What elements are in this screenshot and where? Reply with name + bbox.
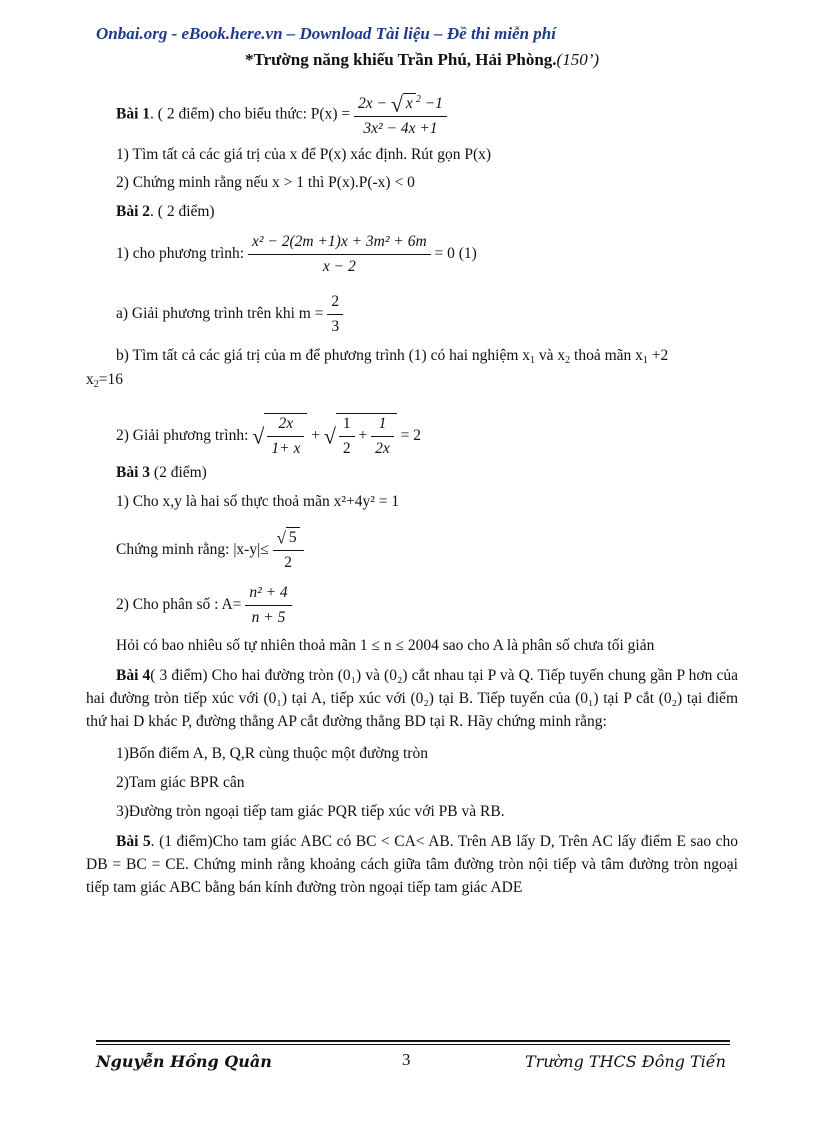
footer-author: Nguyễn Hồng Quân xyxy=(96,1052,272,1071)
bai2-eq-num: x² − 2(2m +1)x + 3m² + 6m xyxy=(248,232,431,255)
bai2-qb-text: b) Tìm tất cả các giá trị của m để phương trình (1) có hai nghiệm x xyxy=(116,347,531,364)
bai1-label: Bài 1 xyxy=(116,105,151,123)
bai2-q1 xyxy=(116,232,477,277)
bai2-eq-tail: = 0 (1) xyxy=(434,245,477,263)
sqrt-icon: √ xyxy=(390,91,403,117)
sub-1b: 1 xyxy=(642,355,648,366)
bai2-q2-prefix: 2) Giải phương trình: xyxy=(116,427,249,445)
bai5-label: Bài 5 xyxy=(116,833,151,850)
q2-f1-den: 1+ x xyxy=(271,440,301,457)
bai2-eq-den: x − 2 xyxy=(322,258,356,275)
bai2-q1-prefix: 1) cho phương trình: xyxy=(116,245,245,263)
bai1-num-c: −1 xyxy=(420,95,443,112)
bai2-qa-fraction xyxy=(327,292,343,337)
bai4-label: Bài 4 xyxy=(116,667,151,684)
bai4-q1: 1)Bốn điểm A, B, Q,R cùng thuộc một đường tròn xyxy=(116,745,428,762)
bai3-q2-den: n + 5 xyxy=(251,609,286,626)
school-name: *Trường năng khiếu Trần Phú, Hải Phòng. xyxy=(245,50,557,69)
bai3-prove-fraction xyxy=(273,527,304,573)
q2-f2a-den: 2 xyxy=(342,440,351,457)
sqrt-icon: √ xyxy=(276,528,286,548)
sub-2: 2 xyxy=(565,355,571,366)
bai2-q2 xyxy=(116,413,421,459)
bai2-qb-and: và x xyxy=(538,347,566,364)
bai3-q2-prefix: 2) Cho phân số : A= xyxy=(116,596,242,614)
plus-sign: + xyxy=(311,427,320,445)
sqrt-icon: √ xyxy=(323,423,336,449)
bai1-q1: 1) Tìm tất cả các giá trị của x để P(x) xác định. Rút gọn P(x) xyxy=(116,146,492,163)
bai2-qb-plus2: +2 xyxy=(651,347,669,364)
bai1-q2: 2) Chứng minh rằng nếu x > 1 thì P(x).P(-x) < 0 xyxy=(116,174,415,191)
q2-f2b-num: 1 xyxy=(371,414,394,437)
bai1-intro xyxy=(116,90,447,139)
footer-rule-thin xyxy=(96,1044,730,1045)
exam-time: (150’) xyxy=(556,50,600,69)
sub-2b: 2 xyxy=(93,379,99,390)
school-title xyxy=(245,50,599,70)
bai1-den: 3x² − 4x +1 xyxy=(363,120,438,138)
bai4-q2: 2)Tam giác BPR cân xyxy=(116,774,245,791)
bai3-label: Bài 3 xyxy=(116,464,151,481)
bai3-intro xyxy=(116,463,207,483)
q2-f1-num: 2x xyxy=(267,414,304,437)
page-number: 3 xyxy=(402,1050,411,1069)
bai2-equation xyxy=(248,232,431,277)
bai2-intro xyxy=(116,202,215,222)
bai2-intro-text: . ( 2 điểm) xyxy=(150,203,215,220)
bai4-text xyxy=(86,664,738,733)
bai2-qb-line2 xyxy=(86,370,123,395)
site-header: Onbai.org - eBook.here.vn – Download Tài liệu – Đề thi miễn phí xyxy=(96,24,556,43)
bai3-q2-fraction xyxy=(245,583,291,628)
bai3-q1: 1) Cho x,y là hai số thực thoả mãn x²+4y² = 1 xyxy=(116,493,400,510)
bai2-qa xyxy=(116,292,343,337)
bai3-intro-text: (2 điểm) xyxy=(150,464,207,481)
bai2-qa-den: 3 xyxy=(331,318,340,335)
bai5-text xyxy=(86,830,738,899)
bai3-q2-num: n² + 4 xyxy=(245,583,291,606)
sub-1: 1 xyxy=(530,355,536,366)
bai2-qb-line1 xyxy=(116,346,668,371)
bai3-prove xyxy=(116,527,304,573)
bai3-prove-den: 2 xyxy=(284,554,292,572)
bai2-qb-x: x xyxy=(86,371,94,388)
bai2-q2-root2 xyxy=(336,413,397,459)
bai2-q2-root1 xyxy=(264,413,307,459)
bai1-num-a: 2x − xyxy=(358,95,387,112)
footer-rule xyxy=(96,1040,730,1042)
bai3-prove-num: 5 xyxy=(286,527,300,548)
bai4-body: ( 3 điểm) Cho hai đường tròn (0₁) và (0₂) cắt nhau tại P và Q. Tiếp tuyến chung gần P hơn của hai đường tròn tiếp xúc với (0₁) tại A, tiếp xúc với (0₂) tại B. Tiếp tuyến của (0₁) tại P cắt (0₂) tại điểm thứ hai D khác P, đường thẳng AP cắt đường thẳng BD tại R. Hãy chứng minh rằng: xyxy=(86,667,738,730)
bai2-qa-prefix: a) Giải phương trình trên khi m = xyxy=(116,305,324,323)
bai1-num-b: x xyxy=(403,93,416,114)
footer-school: Trường THCS Đông Tiến xyxy=(525,1052,726,1071)
bai4-q3: 3)Đường tròn ngoại tiếp tam giác PQR tiếp xúc với PB và RB. xyxy=(116,803,505,820)
q2-f2a-num: 1 xyxy=(339,414,355,437)
bai2-label: Bài 2 xyxy=(116,203,151,220)
sqrt-icon: √ xyxy=(252,423,265,449)
bai2-qb-eq16: =16 xyxy=(98,371,123,388)
bai1-fraction: $\frac{2x - √ x ^2 -1}{\text{3x² − 4x +1}}$ xyxy=(354,90,447,139)
bai2-q2-tail: = 2 xyxy=(400,427,422,445)
plus-sign: + xyxy=(358,427,368,445)
bai3-prove-prefix: Chứng minh rằng: |x-y|≤ xyxy=(116,540,269,558)
bai1-intro-text: . ( 2 điểm) cho biểu thức: P(x) = xyxy=(150,105,351,123)
q2-f2b-den: 2x xyxy=(375,440,390,457)
bai5-body: . (1 điểm)Cho tam giác ABC có BC < CA< AB. Trên AB lấy D, Trên AC lấy điểm E sao cho DB = BC = CE. Chứng minh rằng khoảng cách giữa tâm đường tròn nội tiếp và tâm đường tròn ngoại tiếp tam giác ABC bằng bán kính đường tròn ngoại tiếp tam giác ADE xyxy=(86,833,738,896)
bai3-q2 xyxy=(116,583,292,628)
bai2-qa-num: 2 xyxy=(327,292,343,315)
bai2-qb-satisfy: thoả mãn x xyxy=(574,347,643,364)
bai3-q3: Hỏi có bao nhiêu số tự nhiên thoả mãn 1 ≤ n ≤ 2004 sao cho A là phân số chưa tối giản xyxy=(116,637,655,654)
